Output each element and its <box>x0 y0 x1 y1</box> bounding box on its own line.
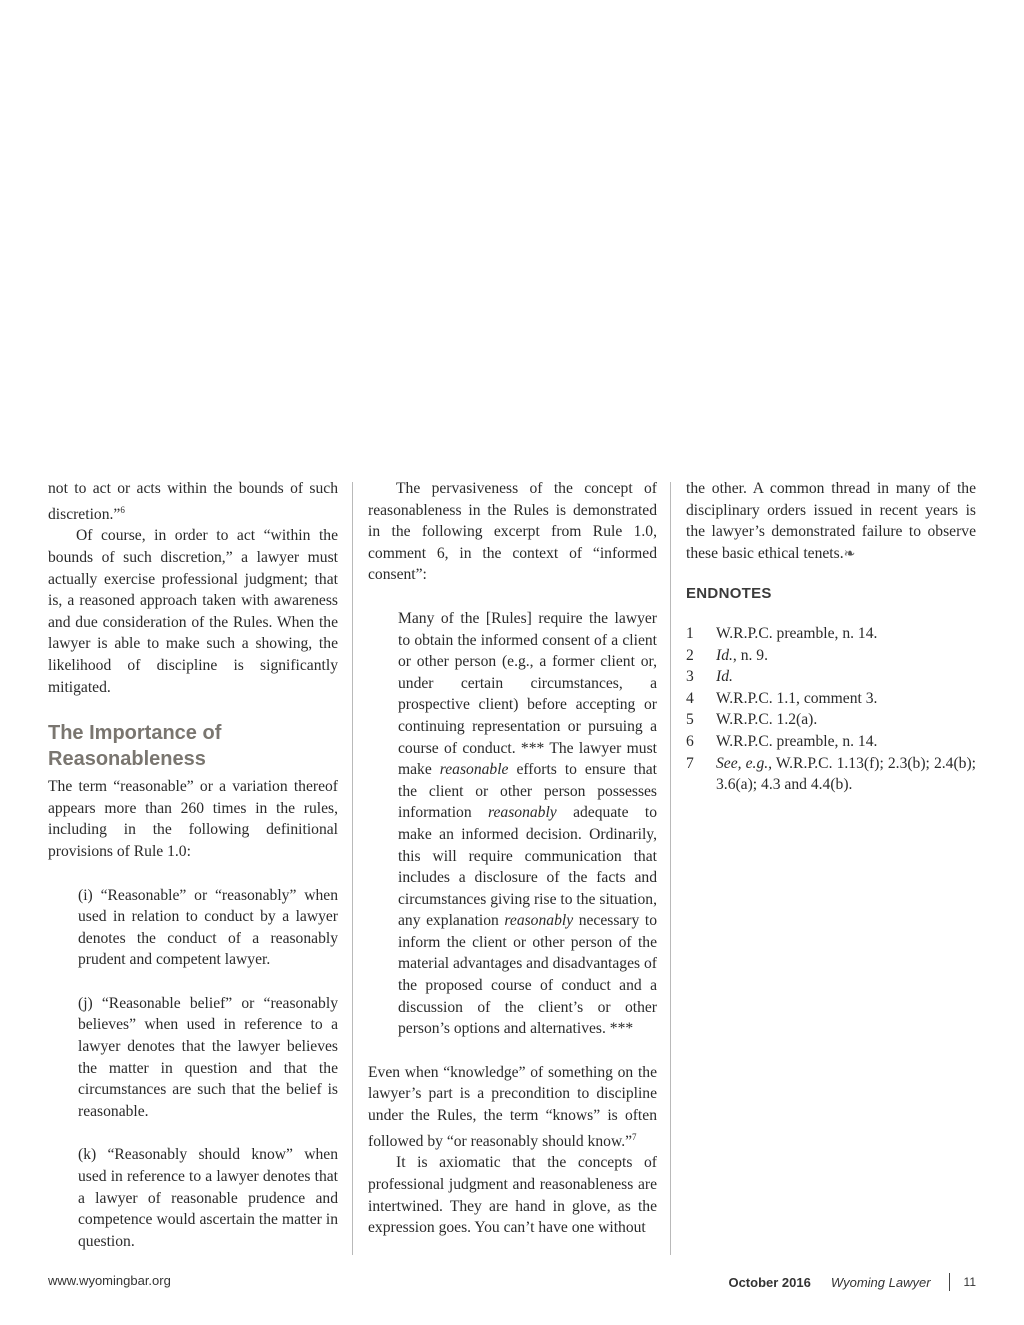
definition-i: (i) “Reasonable” or “reasonably” when used in relation to conduct by a lawyer denotes the conduct of a reasonably prudent and competent lawyer. <box>78 886 338 969</box>
footer-divider <box>949 1273 950 1291</box>
endnote-ref[interactable]: 7 <box>632 1131 637 1142</box>
issue-date: October 2016 <box>728 1274 811 1290</box>
magazine-title: Wyoming Lawyer <box>830 1274 931 1290</box>
end-mark-icon: ❧ <box>843 546 856 562</box>
footer-url[interactable]: www.wyomingbar.org <box>48 1273 171 1288</box>
quote-comment-6: Many of the [Rules] require the lawyer to obtain the informed consent of a client or other person (e.g., a former client or, under certain circumstances, a prospective client) before accepting or continuing representation or pursuing a course of conduct. *** The lawyer must make reasonable efforts to ensure that the client or other person possesses information reasonably adequate to make an informed decision. Ordinarily, this will require communication that includes a disclosure of the facts and circumstances giving rise to the situation, any explanation reasonably necessary to inform the client or other person of the material advantages and disadvantages of the proposed course of conduct and a discussion of the client’s or other person’s options and alternatives. *** <box>398 609 657 1038</box>
definition-j: (j) “Reasonable belief” or “reasonably believes” when used in reference to a lawyer denotes that the lawyer believes the matter in question and that the circumstances are such that the belief is reasonable. <box>78 994 338 1120</box>
endnotes-list <box>686 623 976 796</box>
column-3 <box>686 478 976 796</box>
body-paragraph: Of course, in order to act “within the bounds of such discretion,” a lawyer must actually exercise professional judgment; that is, a reasoned approach taken with awareness and due consideration of the Rules. When the lawyer is able to make such a showing, the likelihood of discipline is significantly mitigated. <box>48 527 338 696</box>
body-paragraph: The pervasiveness of the concept of reasonableness in the Rules is demonstrated in the following excerpt from Rule 1.0, comment 6, in the context of “informed consent”: <box>368 480 657 584</box>
endnote-item: 1 W.R.P.C. preamble, n. 14. <box>686 624 878 642</box>
column-1 <box>48 478 338 1252</box>
block-quote <box>368 608 657 1040</box>
page-number: 11 <box>963 1275 976 1289</box>
body-paragraph: Even when “knowledge” of something on the lawyer’s part is a precondition to discipline under the Rules, the term “knows” is often followed by “or reasonably should know.”$^7$ <box>368 1063 657 1150</box>
endnote-item: 4 W.R.P.C. 1.1, comment 3. <box>686 689 878 707</box>
definition-k: (k) “Reasonably should know” when used in reference to a lawyer denotes that a lawyer of reasonable prudence and competence would ascertain the matter in question. <box>78 1146 338 1250</box>
column-divider <box>352 482 353 1255</box>
endnote-item: 3 Id. <box>686 668 733 686</box>
column-divider <box>670 482 671 1255</box>
endnote-ref[interactable]: 6 <box>120 504 125 515</box>
endnotes-heading: ENDNOTES <box>686 585 772 603</box>
endnote-item: 7 See, e.g., W.R.P.C. 1.13(f); 2.3(b); 2.4(b); 3.6(a); 4.3 and 4.4(b). <box>686 754 976 794</box>
endnote-item: 2 Id., n. 9. <box>686 646 768 664</box>
endnote-item: 5 W.R.P.C. 1.2(a). <box>686 711 818 729</box>
column-2 <box>368 478 657 1239</box>
block-quote <box>48 885 338 1253</box>
footer-info <box>728 1273 976 1291</box>
section-heading: The Importance of Reasonableness <box>48 722 222 771</box>
body-paragraph: The term “reasonable” or a variation thereof appears more than 260 times in the rules, including in the following definitional provisions of Rule 1.0: <box>48 778 338 860</box>
body-paragraph: the other. A common thread in many of the disciplinary orders issued in recent years is the lawyer’s demonstrated failure to observe these basic ethical tenets.❧ <box>686 480 976 562</box>
body-paragraph: It is axiomatic that the concepts of professional judgment and reasonableness are intertwined. They are hand in glove, as the expression goes. You can’t have one without <box>368 1154 657 1237</box>
endnote-item: 6 W.R.P.C. preamble, n. 14. <box>686 732 878 750</box>
body-paragraph: not to act or acts within the bounds of such discretion.”$^6$ <box>48 480 338 523</box>
